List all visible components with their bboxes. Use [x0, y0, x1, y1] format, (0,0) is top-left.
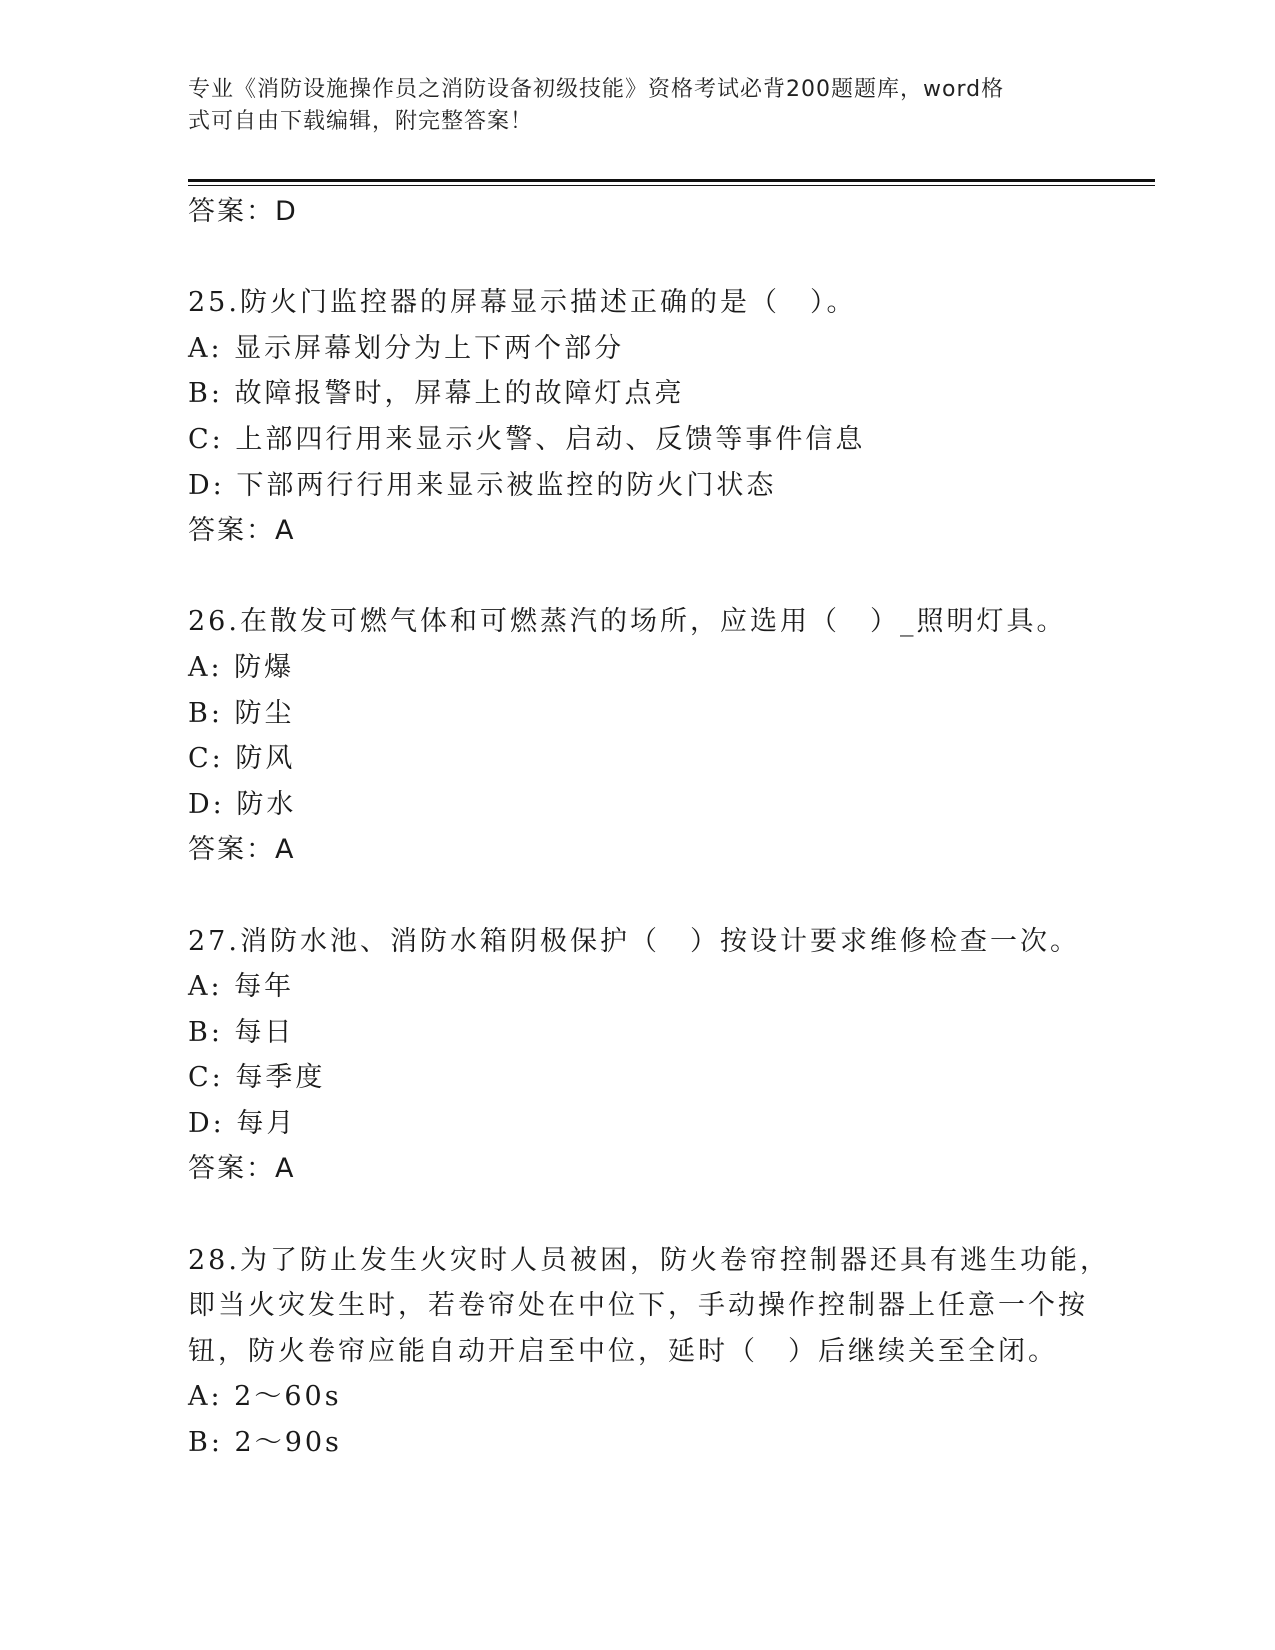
option-b: B: 2～90s [188, 1427, 342, 1459]
option-a: A: 显示屏幕划分为上下两个部分 [188, 332, 625, 364]
option-d: D: 每月 [188, 1107, 297, 1139]
question-stem-line-3: 钮，防火卷帘应能自动开启至中位，延时（ ）后继续关至全闭。 [188, 1335, 1058, 1367]
option-d: D: 下部两行行用来显示被监控的防火门状态 [188, 469, 777, 501]
question-28 [188, 1238, 1110, 1466]
question-stem-line-1: 28.为了防止发生火灾时人员被困，防火卷帘控制器还具有逃生功能， [188, 1244, 1110, 1276]
option-a: A: 2～60s [188, 1381, 342, 1413]
question-26 [188, 599, 1068, 873]
option-c: C: 每季度 [188, 1062, 326, 1094]
question-27 [188, 919, 1080, 1193]
option-b: B: 故障报警时，屏幕上的故障灯点亮 [188, 378, 685, 410]
answer-line: 答案：A [188, 515, 296, 547]
question-stem: 25.防火门监控器的屏幕显示描述正确的是（ ）。 [188, 287, 857, 319]
option-b: B: 防尘 [188, 697, 295, 729]
header-rule-thin [188, 185, 1155, 186]
question-stem-line-2: 即当火灾发生时，若卷帘处在中位下，手动操作控制器上任意一个按 [188, 1290, 1088, 1322]
spacer [188, 873, 1068, 919]
question-stem: 26.在散发可燃气体和可燃蒸汽的场所，应选用（ ）_照明灯具。 [188, 606, 1067, 638]
spacer [188, 235, 1068, 281]
option-a: A: 每年 [188, 971, 295, 1003]
option-c: C: 防风 [188, 743, 296, 775]
question-list [188, 189, 1110, 1466]
option-a: A: 防爆 [188, 651, 295, 683]
previous-answer: 答案：D [188, 196, 298, 227]
option-c: C: 上部四行用来显示火警、启动、反馈等事件信息 [188, 423, 866, 455]
spacer [188, 554, 1068, 600]
spacer [188, 1192, 1068, 1238]
question-stem: 27.消防水池、消防水箱阴极保护（ ）按设计要求维修检查一次。 [188, 925, 1080, 957]
header-rule-thick [188, 179, 1155, 182]
header-line-1: 专业《消防设施操作员之消防设备初级技能》资格考试必背200题题库，word格 [188, 77, 1005, 102]
answer-line: 答案：A [188, 834, 296, 866]
header-line-2: 式可自由下载编辑，附完整答案！ [188, 109, 534, 134]
option-d: D: 防水 [188, 788, 297, 820]
option-b: B: 每日 [188, 1016, 295, 1048]
answer-line: 答案：A [188, 1153, 296, 1185]
document-header [188, 74, 1068, 138]
question-25 [188, 280, 1068, 554]
